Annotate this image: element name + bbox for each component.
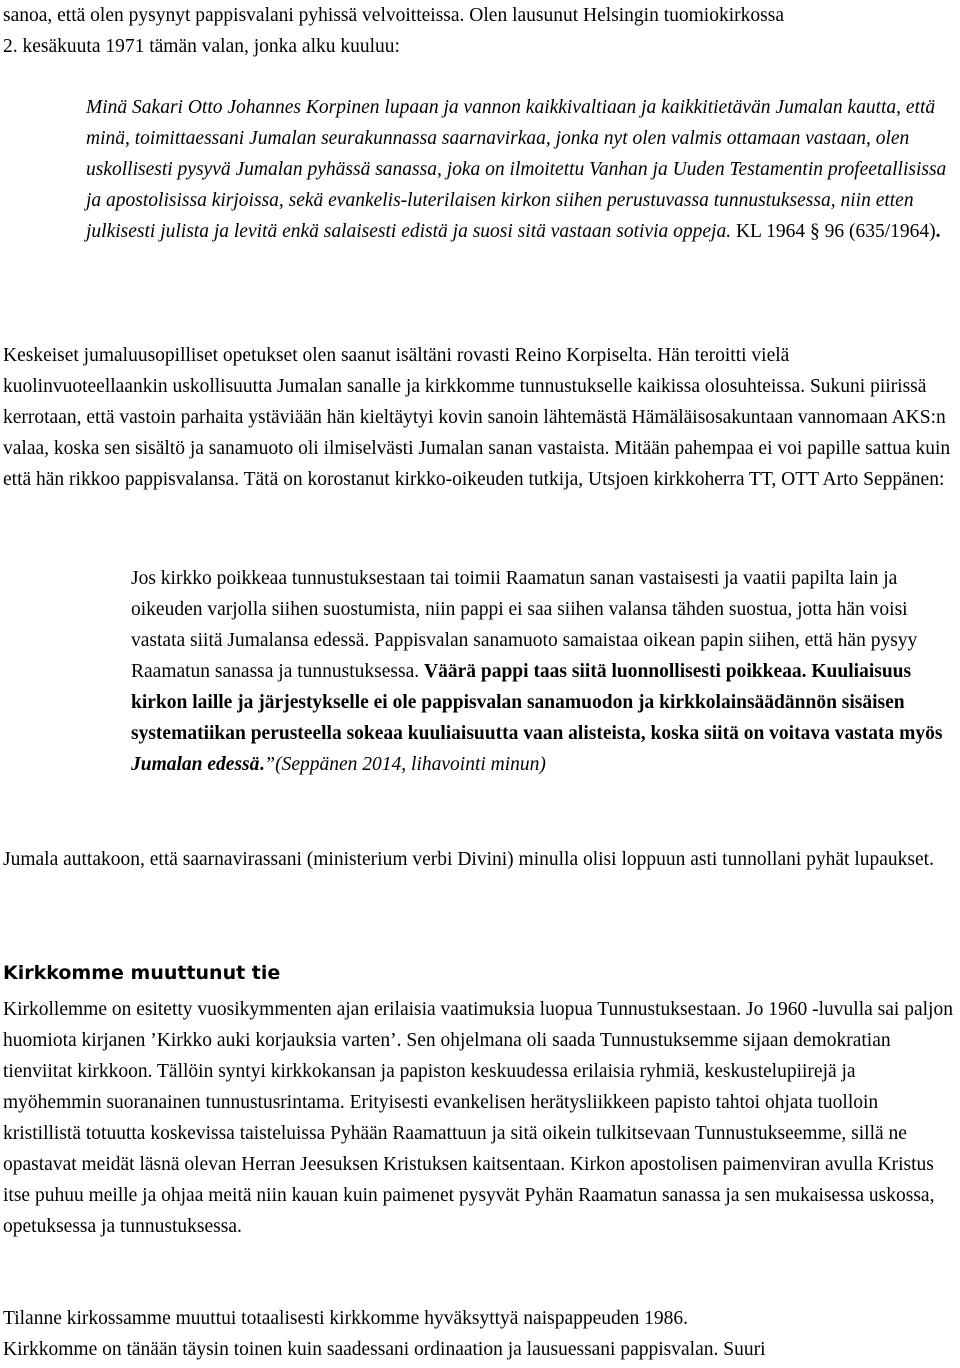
paragraph-father: Keskeiset jumaluusopilliset opetukset olen saanut isältäni rovasti Reino Korpiselta. Hän teroitti vielä kuolinvuoteellaankin uskollisuutta Jumalan sanalle ja kirkkomme tunnustukselle kaikissa olosuhteissa. Sukuni piirissä kerrotaan, että vastoin parhaita ystäviään hän kieltäytyi kovin sanoin lähtemästä Hämäläisosakuntaan vannomaan AKS:n valaa, koska sen sisältö ja sanamuoto oli ilmiselvästi Jumalan sanan vastaista. Mitään pahempaa ei voi papille sattua kuin että hän rikkoo pappisvalansa. Tätä on korostanut kirkko-oikeuden tutkija, Utsjoen kirkkoherra TT, OTT Arto Seppänen: (3, 345, 951, 490)
quote-citation: ”(Seppänen 2014, lihavointi minun) (264, 754, 546, 775)
intro-paragraph (3, 0, 958, 62)
closing-paragraph (3, 1303, 958, 1365)
oath-source: KL 1964 § 96 (635/1964). (735, 221, 941, 242)
oath-text: Minä Sakari Otto Johannes Korpinen lupaan ja vannon kaikkivaltiaan ja kaikkitietävän Jumalan kautta, että minä, toimittaessani Jumalan seurakunnassa saarnavirkaa, jonka nyt olen valmis ottamaan vastaan, olen uskollisesti pysyvä Jumalan pyhässä sanassa, joka on ilmoitettu Vanhan ja Uuden Testamentin profeetallisissa ja apostolisissa kirjoissa, sekä evankelis-luterilaisen kirkon siihen perustuvassa tunnustuksessa, niin etten julkisesti julista ja levitä enkä salaisesti edistä ja suosi sitä vastaan sotivia oppeja. (86, 97, 947, 242)
quote-plain-text: Jos kirkko poikkeaa tunnustuksestaan tai toimii Raamatun sanan vastaisesti ja vaatii papilta lain ja oikeuden varjolla siihen suostumista, niin pappi ei saa siihen valansa tähden suostua, jotta hän voisi vastata siitä Jumalansa edessä. Pappisvalan sanamuoto samaistaa oikean papin siihen, että hän pysyy Raamatun sanassa ja tunnustuksessa. (131, 568, 918, 682)
quote-bold-italic: Jumalan edessä (131, 754, 260, 775)
intro-line-1: sanoa, että olen pysynyt pappisvalani pyhissä velvoitteissa. Olen lausunut Helsingin tuomiokirkossa (3, 5, 784, 26)
closing-line-2: Kirkkomme on tänään täysin toinen kuin saadessani ordinaation ja lausuessani pappisvalan. Suuri (3, 1339, 766, 1360)
closing-line-1: Tilanne kirkossamme muuttui totaalisesti kirkkomme hyväksyttyä naispappeuden 1986. (3, 1308, 688, 1329)
paragraph-prayer: Jumala auttakoon, että saarnavirassani (ministerium verbi Divini) minulla olisi loppuun asti tunnollani pyhät lupaukset. (3, 849, 934, 870)
seppanen-quote: Jos kirkko poikkeaa tunnustuksestaan tai toimii Raamatun sanan vastaisesti ja vaatii papilta lain ja oikeuden varjolla siihen suostumista, niin pappi ei saa siihen valansa tähden suostua, jotta hän voisi vastata siitä Jumalansa edessä. Pappisvalan sanamuoto samaistaa oikean papin siihen, että hän pysyy Raamatun sanassa ja tunnustuksessa. Väärä pappi taas siitä luonnollisesti poikkeaa. Kuuliaisuus kirkon laille ja järjestykselle ei ole pappisvalan sanamuodon ja kirkkolainsäädännön sisäisen systematiikan perusteella sokeaa kuuliaisuutta vaan alisteista, koska siitä on voitava vastata myös Jumalan edessä.”(Seppänen 2014, lihavointi minun) (131, 568, 943, 775)
oath-quote (86, 92, 958, 247)
section-paragraph: Kirkollemme on esitetty vuosikymmenten ajan erilaisia vaatimuksia luopua Tunnustuksestaan. Jo 1960 -luvulla sai paljon huomiota kirjanen ’Kirkko auki korjauksia varten’. Sen ohjelmana oli saada Tunnustuksemme sijaan demokratian tienviitat kirkkoon. Tällöin syntyi kirkkokansan ja papiston keskuudessa erilaisia ryhmiä, keskustelupiirejä ja myöhemmin suoranainen tunnustusrintama. Erityisesti evankelisen herätysliikkeen papisto tahtoi ohjata tuolloin kristillistä totuutta koskevissa taisteluissa Pyhään Raamattuun ja sitä oikein tulkitsevaan Tunnustukseemme, sillä ne opastavat meidät läsnä olevan Herran Jeesuksen Kristuksen kaitsentaan. Kirkon apostolisen paimenviran avulla Kristus itse puhuu meille ja ohjaa meitä niin kauan kuin paimenet pysyvät Pyhän Raamatun sanassa ja sen mukaisessa uskossa, opetuksessa ja tunnustuksessa. (3, 999, 953, 1237)
intro-line-2: 2. kesäkuuta 1971 tämän valan, jonka alku kuuluu: (3, 36, 400, 57)
section-sign: § (810, 221, 820, 242)
section-heading: Kirkkomme muuttunut tie (3, 962, 281, 984)
quote-bold-text: Väärä pappi taas siitä luonnollisesti poikkeaa. Kuuliaisuus kirkon laille ja järjestykselle ei ole pappisvalan sanamuodon ja kirkkolainsäädännön sisäisen systematiikan perusteella sokeaa kuuliaisuutta vaan alisteista, koska siitä on voitava vastata myös (131, 661, 943, 744)
